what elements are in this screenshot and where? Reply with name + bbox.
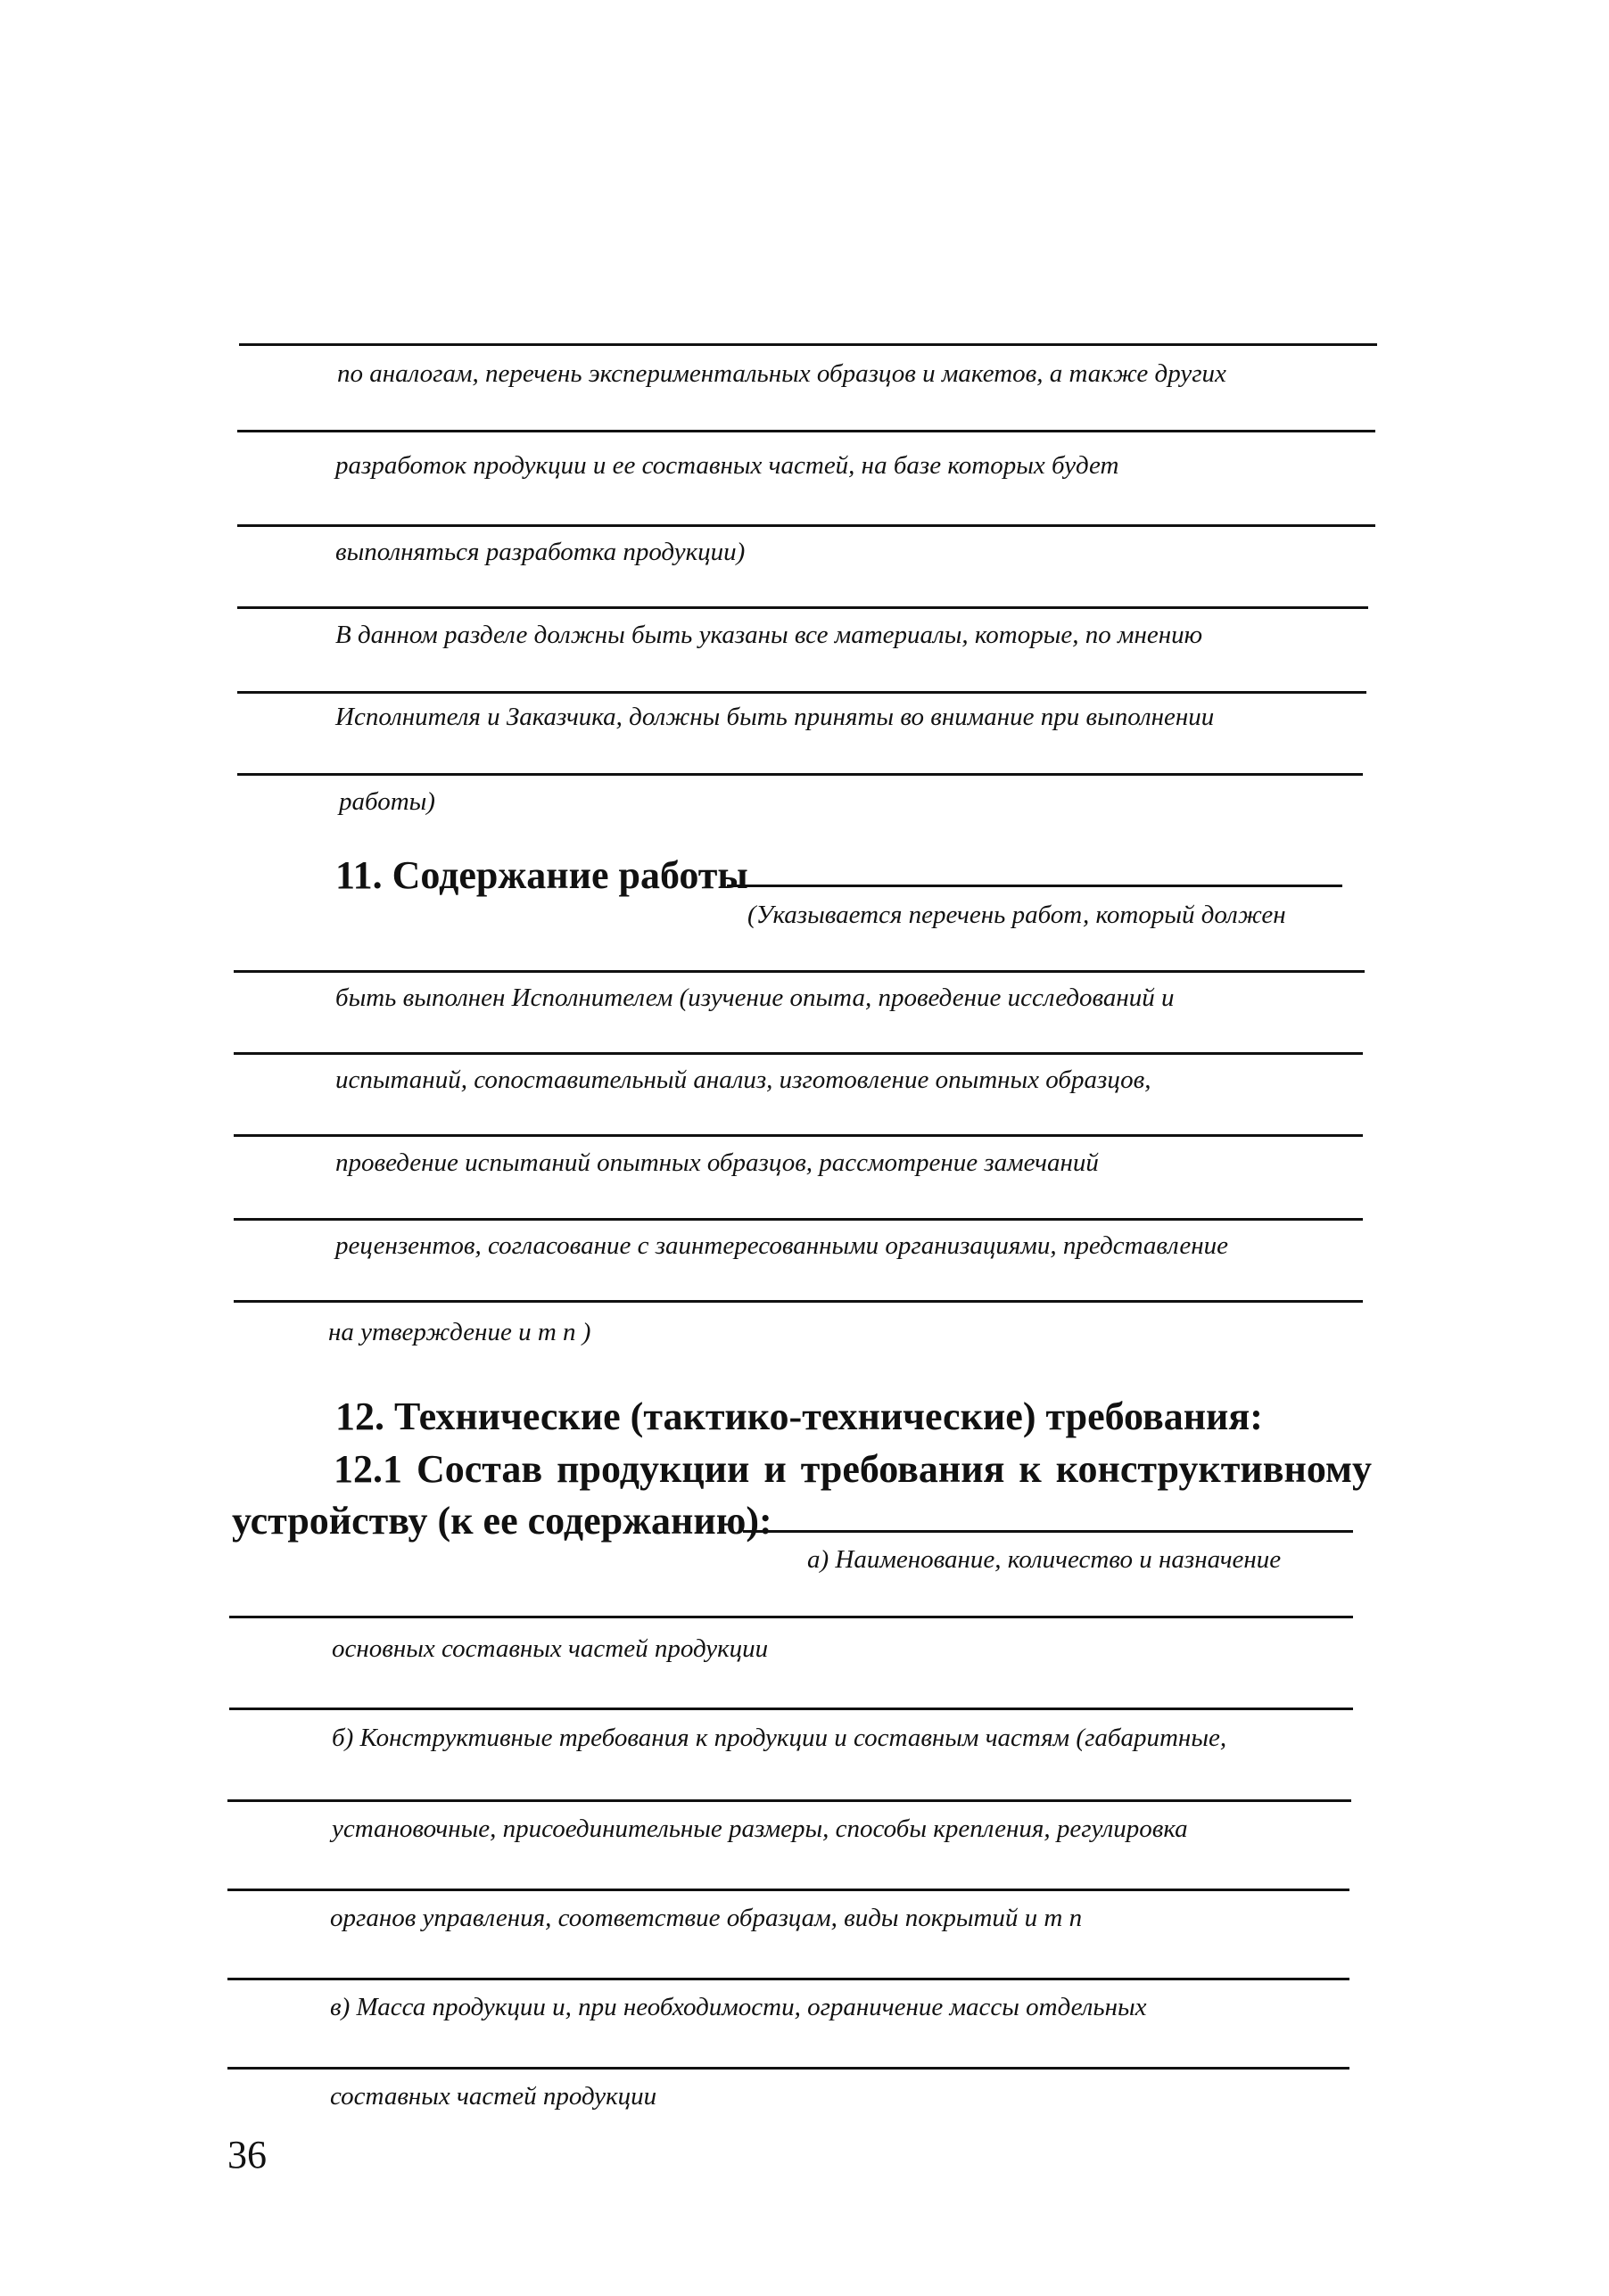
blank-line <box>727 885 1342 887</box>
section11-note-line: на утверждение и т п ) <box>328 1318 591 1346</box>
section11-heading: 11. Содержание работы <box>335 853 748 897</box>
blank-line <box>229 1616 1353 1618</box>
blank-line <box>237 524 1375 527</box>
blank-line <box>234 1052 1363 1055</box>
section12-1-heading-line1: 12.1 Состав продукции и требования к конструктивному <box>334 1447 1372 1491</box>
section12-hint: а) Наименование, количество и назначение <box>807 1545 1282 1574</box>
section11-note-line: проведение испытаний опытных образцов, рассмотрение замечаний <box>335 1148 1099 1177</box>
blank-line <box>239 343 1377 346</box>
blank-line <box>227 1889 1349 1891</box>
section12-heading: 12. Технические (тактико-технические) требования: <box>335 1395 1263 1438</box>
blank-line <box>234 1218 1363 1221</box>
blank-line <box>237 691 1366 694</box>
blank-line <box>227 1799 1351 1802</box>
section12-note-line: в) Масса продукции и, при необходимости, ограничение массы отдельных <box>330 1993 1147 2021</box>
blank-line <box>743 1530 1353 1533</box>
blank-line <box>227 2067 1349 2070</box>
section11-note-line: рецензентов, согласование с заинтересованными организациями, представление <box>335 1231 1228 1260</box>
section10-note-line: выполняться разработка продукции) <box>335 538 746 566</box>
section12-note-line: основных составных частей продукции <box>332 1634 769 1663</box>
blank-line <box>234 1134 1363 1137</box>
section11-note-line: испытаний, сопоставительный анализ, изготовление опытных образцов, <box>335 1066 1151 1094</box>
section10-note-line: по аналогам, перечень экспериментальных образцов и макетов, а также других <box>337 359 1226 388</box>
blank-line <box>229 1708 1353 1710</box>
section12-note-line: органов управления, соответствие образцам, виды покрытий и т п <box>330 1904 1083 1932</box>
section12-note-line: установочные, присоединительные размеры, способы крепления, регулировка <box>332 1815 1188 1843</box>
section10-note-line: работы) <box>339 787 435 816</box>
blank-line <box>234 970 1365 973</box>
blank-line <box>227 1978 1349 1980</box>
section12-note-line: б) Конструктивные требования к продукции и составным частям (габаритные, <box>332 1724 1227 1752</box>
section10-note-line: Исполнителя и Заказчика, должны быть приняты во внимание при выполнении <box>335 703 1215 731</box>
page-number: 36 <box>227 2133 267 2177</box>
section11-note-line: быть выполнен Исполнителем (изучение опыта, проведение исследований и <box>335 983 1175 1012</box>
section12-note-line: составных частей продукции <box>330 2082 657 2111</box>
section12-1-heading-line2: устройству (к ее содержанию): <box>232 1499 772 1543</box>
section10-note-line: разработок продукции и ее составных частей, на базе которых будет <box>335 451 1119 480</box>
section10-note-line: В данном разделе должны быть указаны все материалы, которые, по мнению <box>335 621 1203 649</box>
blank-line <box>237 606 1368 609</box>
blank-line <box>237 430 1375 432</box>
blank-line <box>237 773 1363 776</box>
blank-line <box>234 1300 1363 1303</box>
section11-hint: (Указывается перечень работ, который должен <box>747 901 1286 929</box>
